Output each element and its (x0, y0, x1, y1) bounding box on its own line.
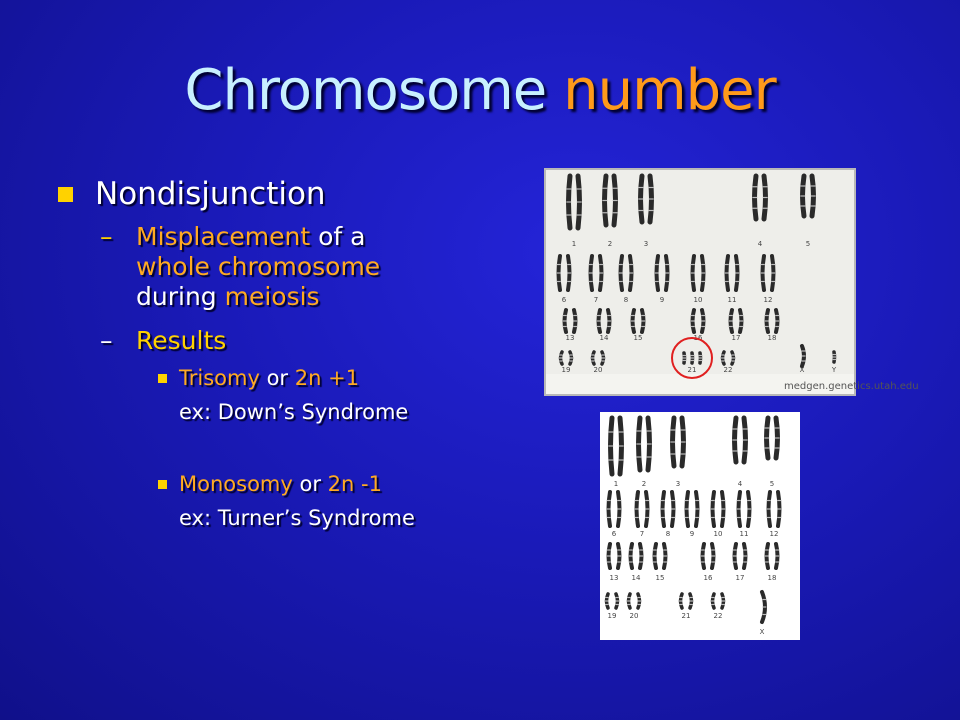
chromosome-shape (735, 256, 739, 290)
dash-bullet-icon: – (100, 222, 113, 251)
chromosome-shape (653, 544, 657, 568)
chromosome-shape (775, 310, 779, 332)
chromosome-number-label: 22 (713, 612, 723, 620)
chromosome-shape (775, 544, 779, 568)
bullet-nondisjunction (58, 176, 528, 212)
chromosome-number-label: 21 (687, 366, 697, 374)
chromosome-number-label: 3 (643, 240, 649, 248)
chromosome-shape (725, 256, 729, 290)
chromosome-number-label: 5 (769, 480, 775, 488)
sub-bullet-misplacement (58, 222, 528, 312)
chromosome-shape (701, 310, 705, 332)
text-monosomy: Monosomy (179, 472, 293, 496)
chromosome-number-label: 18 (767, 574, 777, 582)
chromosome-number-label: 12 (769, 530, 779, 538)
chromosome-shape (607, 544, 611, 568)
chromosome-shape (685, 492, 689, 526)
chromosome-number-label: 17 (735, 574, 745, 582)
chromosome-shape (577, 176, 582, 228)
chromosome-number-label: 9 (689, 530, 695, 538)
text-trisomy: Trisomy (179, 366, 260, 390)
chromosome-shape (721, 352, 725, 364)
chromosome-shape (602, 176, 607, 225)
bullet-list (58, 176, 528, 532)
chromosome-shape (721, 594, 725, 608)
chromosome-shape (663, 544, 667, 568)
chromosome-number-label: 12 (763, 296, 773, 304)
karyotype-trisomy-image (544, 168, 919, 396)
title-word-number: number (563, 58, 776, 123)
chromosome-shape (761, 256, 765, 290)
chromosome-shape (566, 176, 571, 228)
chromosome-number-label: 10 (693, 296, 703, 304)
chromosome-number-label: 15 (655, 574, 665, 582)
text-during: during (136, 282, 217, 311)
chromosome-number-label: 2 (607, 240, 613, 248)
chromosome-number-label: 13 (565, 334, 575, 342)
chromosome-shape (721, 492, 725, 526)
chromosome-number-label: 16 (693, 334, 703, 342)
chromosome-number-label: 4 (757, 240, 763, 248)
chromosome-shape (691, 256, 695, 290)
text-or: or (299, 472, 321, 496)
karyotype-credit: medgen.genetics.utah.edu (784, 381, 919, 392)
chromosome-shape (711, 544, 715, 568)
chromosome-shape (615, 594, 619, 608)
chromosome-shape (573, 310, 577, 332)
chromosome-shape (691, 310, 695, 332)
chromosome-shape (683, 353, 687, 363)
chromosome-shape (607, 310, 611, 332)
chromosome-number-label: 9 (659, 296, 665, 304)
bullet-text: Nondisjunction (95, 176, 326, 212)
chromosome-shape (765, 310, 769, 332)
sub-bullet-results (58, 326, 528, 356)
chromosome-number-label: 3 (675, 480, 681, 488)
chromosome-number-label: 13 (609, 574, 619, 582)
chromosome-shape (777, 492, 781, 526)
chromosome-number-label: 6 (611, 530, 617, 538)
chromosome-shape (733, 544, 737, 568)
chromosome-shape (559, 352, 563, 364)
chromosome-number-label: 18 (767, 334, 777, 342)
item-trisomy (58, 364, 528, 392)
square-bullet-icon (158, 480, 167, 489)
chromosome-shape (639, 544, 643, 568)
text-misplacement: Misplacement (136, 222, 311, 251)
chromosome-shape (641, 310, 645, 332)
karyotype-trisomy-drawing (546, 170, 919, 394)
chromosome-shape (691, 353, 695, 363)
chromosome-shape (800, 176, 805, 216)
chromosome-shape (729, 310, 733, 332)
chromosome-shape (699, 353, 703, 363)
chromosome-shape (655, 256, 659, 290)
chromosome-shape (701, 256, 705, 290)
chromosome-shape (637, 594, 641, 608)
chromosome-number-label: 11 (727, 296, 737, 304)
chromosome-shape (599, 256, 603, 290)
chromosome-shape (636, 418, 641, 470)
chromosome-shape (711, 594, 715, 608)
chromosome-shape (711, 492, 715, 526)
chromosome-number-label: X (799, 366, 805, 374)
chromosome-shape (613, 176, 618, 225)
chromosome-number-label: 1 (613, 480, 619, 488)
chromosome-shape (752, 176, 757, 219)
text-results: Results (136, 326, 227, 355)
chromosome-shape (771, 256, 775, 290)
chromosome-shape (617, 544, 621, 568)
chromosome-number-label: 7 (593, 296, 599, 304)
chromosome-number-label: 7 (639, 530, 645, 538)
chromosome-shape (763, 176, 768, 219)
chromosome-shape (743, 418, 748, 462)
chromosome-number-label: 22 (723, 366, 733, 374)
chromosome-shape (617, 492, 621, 526)
chromosome-shape (601, 352, 605, 364)
karyotype-monosomy-drawing (600, 412, 800, 640)
chromosome-shape (737, 492, 741, 526)
chromosome-shape (743, 544, 747, 568)
chromosome-number-label: 15 (633, 334, 643, 342)
chromosome-number-label: 14 (631, 574, 641, 582)
square-bullet-icon (158, 374, 167, 383)
chromosome-shape (629, 544, 633, 568)
chromosome-number-label: 20 (593, 366, 603, 374)
chromosome-number-label: 14 (599, 334, 609, 342)
chromosome-shape (638, 176, 643, 222)
chromosome-number-label: 8 (623, 296, 629, 304)
text-whole-chromosome: whole chromosome (136, 252, 381, 281)
text-2n-plus-1: 2n +1 (294, 366, 360, 390)
text-2n-minus-1: 2n -1 (327, 472, 382, 496)
chromosome-shape (739, 310, 743, 332)
chromosome-shape (589, 256, 593, 290)
title-word-chromosome: Chromosome (184, 58, 547, 123)
chromosome-number-label: 11 (739, 530, 749, 538)
chromosome-number-label: 21 (681, 612, 691, 620)
chromosome-shape (811, 176, 816, 216)
chromosome-shape (765, 544, 769, 568)
text-or: or (266, 366, 289, 390)
chromosome-number-label: Y (831, 366, 837, 374)
chromosome-shape (775, 418, 780, 458)
chromosome-shape (679, 594, 683, 608)
chromosome-shape (569, 352, 573, 364)
text-meiosis: meiosis (224, 282, 320, 311)
chromosome-shape (608, 418, 613, 474)
chromosome-shape (631, 310, 635, 332)
chromosome-shape (671, 492, 675, 526)
karyotype-monosomy-image (600, 412, 800, 640)
chromosome-shape (747, 492, 751, 526)
chromosome-shape (607, 492, 611, 526)
chromosome-shape (732, 418, 737, 462)
chromosome-shape (670, 418, 675, 466)
chromosome-shape (767, 492, 771, 526)
chromosome-shape (665, 256, 669, 290)
chromosome-number-label: 5 (805, 240, 811, 248)
chromosome-shape (649, 176, 654, 222)
chromosome-number-label: 19 (561, 366, 571, 374)
chromosome-shape (635, 492, 639, 526)
chromosome-shape (629, 256, 633, 290)
chromosome-shape (557, 256, 561, 290)
square-bullet-icon (58, 187, 73, 202)
chromosome-shape (764, 418, 769, 458)
chromosome-shape (833, 352, 837, 362)
chromosome-shape (619, 256, 623, 290)
chromosome-shape (645, 492, 649, 526)
chromosome-number-label: 10 (713, 530, 723, 538)
chromosome-shape (802, 346, 806, 366)
chromosome-shape (627, 594, 631, 608)
chromosome-shape (661, 492, 665, 526)
chromosome-number-label: 6 (561, 296, 567, 304)
item-monosomy (58, 470, 528, 498)
text-of-a: of a (318, 222, 366, 251)
chromosome-number-label: 4 (737, 480, 743, 488)
chromosome-number-label: 17 (731, 334, 741, 342)
chromosome-shape (689, 594, 693, 608)
chromosome-shape (681, 418, 686, 466)
chromosome-number-label: 8 (665, 530, 671, 538)
example-downs: ex: Down’s Syndrome (179, 400, 409, 424)
chromosome-shape (563, 310, 567, 332)
chromosome-shape (762, 592, 766, 622)
chromosome-shape (731, 352, 735, 364)
chromosome-number-label: X (759, 628, 765, 636)
chromosome-shape (597, 310, 601, 332)
dash-bullet-icon: – (100, 326, 113, 355)
chromosome-shape (591, 352, 595, 364)
chromosome-number-label: 19 (607, 612, 617, 620)
chromosome-number-label: 2 (641, 480, 647, 488)
chromosome-number-label: 20 (629, 612, 639, 620)
slide-title (0, 58, 960, 123)
chromosome-shape (701, 544, 705, 568)
chromosome-shape (695, 492, 699, 526)
chromosome-number-label: 16 (703, 574, 713, 582)
chromosome-number-label: 1 (571, 240, 577, 248)
example-turners: ex: Turner’s Syndrome (179, 506, 415, 530)
chromosome-shape (647, 418, 652, 470)
chromosome-shape (605, 594, 609, 608)
chromosome-shape (567, 256, 571, 290)
chromosome-shape (619, 418, 624, 474)
